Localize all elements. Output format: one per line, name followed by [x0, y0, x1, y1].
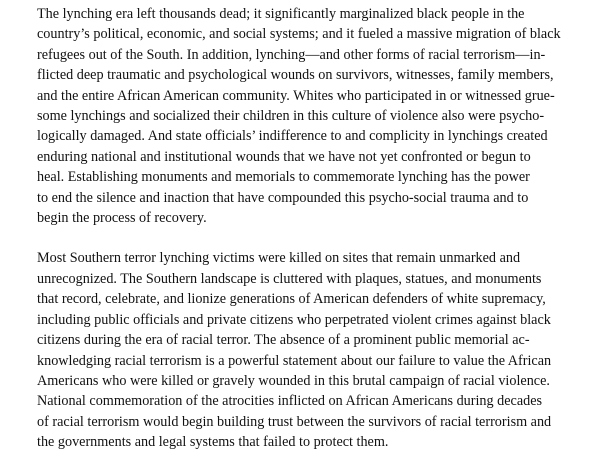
text-line: Americans who were killed or gravely wounded in this brutal campaign of racial violence.: [37, 372, 550, 389]
text-line: unrecognized. The Southern landscape is cluttered with plaques, statues, and monuments: [37, 270, 542, 287]
paragraph-2: [6, 248, 609, 452]
text-line: begin the process of recovery.: [37, 210, 207, 227]
text-line: and the entire African American community. Whites who participated in or witnessed grue-: [37, 87, 555, 104]
text-line: Most Southern terror lynching victims were killed on sites that remain unmarked and: [37, 250, 521, 267]
text-line: refugees out of the South. In addition, lynching—and other forms of racial terrorism—in-: [37, 46, 546, 63]
text-line: enduring national and institutional wounds that we have not yet confronted or begun to: [37, 148, 531, 165]
text-line: National commemoration of the atrocities inflicted on African Americans during decades: [37, 393, 543, 410]
text-line: including public officials and private citizens who perpetrated violent crimes against black: [37, 311, 551, 328]
text-line: heal. Establishing monuments and memorials to commemorate lynching has the power: [37, 169, 530, 186]
text-line: of racial terrorism would begin building trust between the survivors of racial terrorism and: [37, 413, 552, 430]
text-line: flicted deep traumatic and psychological wounds on survivors, witnesses, family members,: [37, 67, 554, 84]
text-line: the governments and legal systems that failed to protect them.: [37, 434, 389, 451]
text-line: The lynching era left thousands dead; it significantly marginalized black people in the: [37, 6, 525, 22]
document-body: [6, 4, 609, 453]
text-line: logically damaged. And state officials’ indifference to and complicity in lynchings created: [37, 128, 548, 145]
text-line: to end the silence and inaction that have compounded this psycho-social trauma and to: [37, 189, 529, 206]
paragraph-1: [6, 4, 609, 228]
text-line: country’s political, economic, and social systems; and it fueled a massive migration of black: [37, 26, 561, 43]
text-line: citizens during the era of racial terror. The absence of a prominent public memorial ac-: [37, 332, 530, 349]
text-line: that record, celebrate, and lionize generations of American defenders of white supremacy,: [37, 291, 546, 308]
text-line: knowledging racial terrorism is a powerful statement about our failure to value the African: [37, 352, 552, 369]
text-line: some lynchings and socialized their children in this culture of violence also were psycho-: [37, 108, 545, 125]
